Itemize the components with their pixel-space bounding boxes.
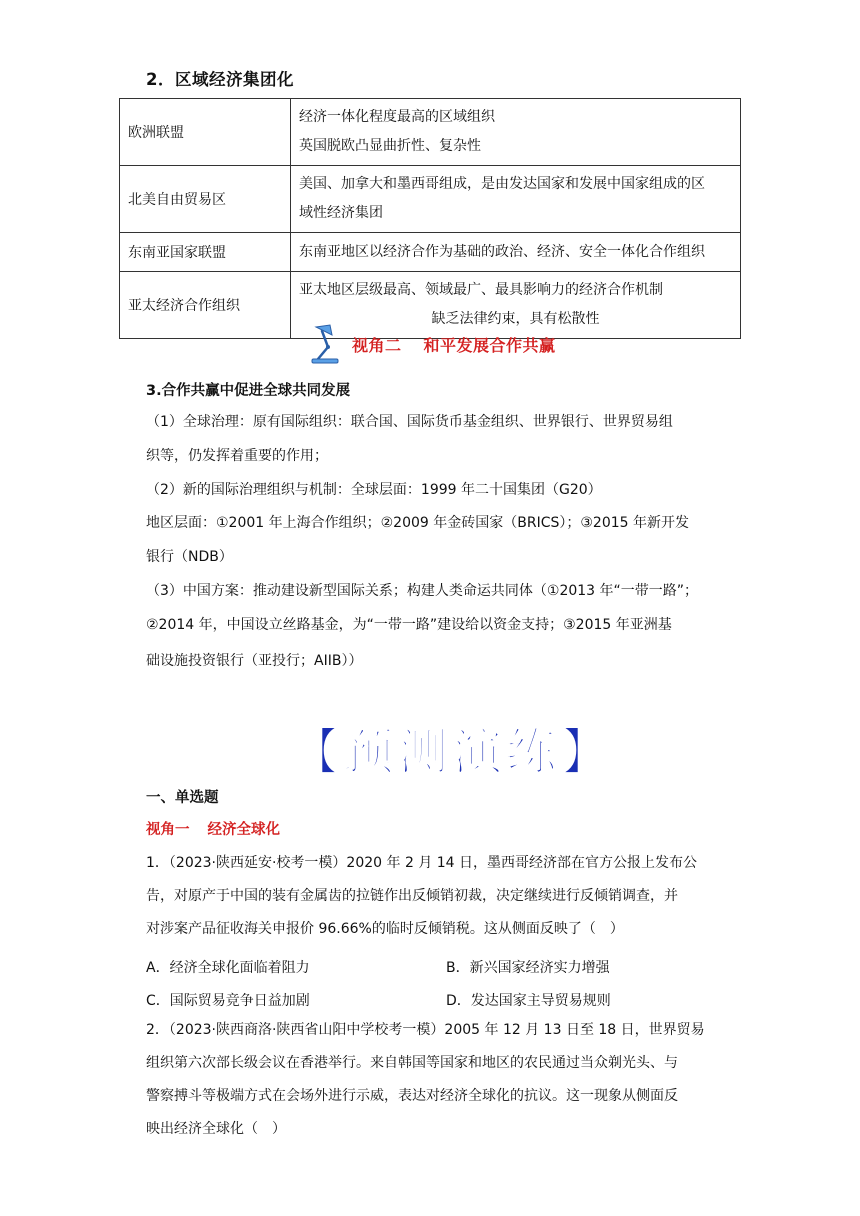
paragraph-line: 银行（NDB）	[146, 549, 233, 565]
table-row	[120, 233, 741, 272]
org-name: 欧洲联盟	[120, 99, 291, 166]
paragraph-line: 础设施投资银行（亚投行；AIIB））	[146, 653, 363, 669]
org-description	[291, 166, 741, 233]
question-line: 告，对原产于中国的装有金属齿的拉链作出反倾销初裁，决定继续进行反倾销调查，并	[146, 888, 678, 904]
option-c[interactable]: C．国际贸易竞争日益加剧	[146, 993, 310, 1009]
paragraph-line: （2）新的国际治理组织与机制：全球层面：1999 年二十国集团（G20）	[146, 482, 602, 498]
option-b[interactable]: B．新兴国家经济实力增强	[446, 960, 610, 976]
org-name: 亚太经济合作组织	[120, 272, 291, 339]
desc-line: 缺乏法律约束，具有松散性	[431, 311, 600, 327]
question-section-title: 一、单选题	[146, 790, 219, 806]
question-line: 组织第六次部长级会议在香港举行。来自韩国等国家和地区的农民通过当众剃光头、与	[146, 1055, 678, 1071]
option-a[interactable]: A．经济全球化面临着阻力	[146, 960, 310, 976]
section-title: 2．区域经济集团化	[146, 70, 294, 89]
table-row	[120, 99, 741, 166]
question-line: 警察搏斗等极端方式在会场外进行示威，表达对经济全球化的抗议。这一现象从侧面反	[146, 1088, 678, 1104]
view-one-heading	[146, 818, 280, 839]
paragraph-line: ②2014 年，中国设立丝路基金，为“一带一路”建设给以资金支持；③2015 年亚洲基	[146, 617, 672, 633]
question-line: 映出经济全球化（ ）	[146, 1121, 286, 1137]
desc-line: 英国脱欧凸显曲折性、复杂性	[299, 138, 481, 154]
question-line: 2．（2023·陕西商洛·陕西省山阳中学校考一模）2005 年 12 月 13 日至 18 日，世界贸易	[146, 1022, 705, 1038]
regional-organization-table	[119, 98, 741, 339]
subsection-heading: 3.合作共赢中促进全球共同发展	[146, 383, 351, 399]
org-description	[291, 99, 741, 166]
view-title-text	[352, 333, 556, 356]
desk-lamp-icon	[310, 323, 344, 365]
desc-line: 亚太地区层级最高、领域最广、最具影响力的经济合作机制	[299, 282, 663, 298]
table-row	[120, 166, 741, 233]
view-label: 视角一	[146, 822, 190, 838]
desc-line: 经济一体化程度最高的区域组织	[299, 109, 495, 125]
question-line: 对涉案产品征收海关申报价 96.66%的临时反倾销税。这从侧面反映了（ ）	[146, 921, 624, 937]
paragraph-line: 地区层面：①2001 年上海合作组织；②2009 年金砖国家（BRICS）；③2015 年新开发	[146, 515, 690, 531]
question-line: 1．（2023·陕西延安·校考一模）2020 年 2 月 14 日，墨西哥经济部在官方公报上发布公	[146, 855, 698, 871]
option-d[interactable]: D．发达国家主导贸易规则	[446, 993, 611, 1009]
view-label: 视角二	[352, 335, 402, 355]
desc-line: 美国、加拿大和墨西哥组成，是由发达国家和发展中国家组成的区	[299, 176, 705, 192]
view-topic: 经济全球化	[207, 822, 280, 838]
practice-banner: 【预测演练】	[290, 723, 614, 781]
paragraph-line: 织等，仍发挥着重要的作用；	[146, 448, 328, 464]
desc-line: 东南亚地区以经济合作为基础的政治、经济、安全一体化合作组织	[299, 243, 705, 260]
question-1	[146, 847, 726, 946]
org-description	[291, 233, 741, 272]
question-2	[146, 1014, 726, 1146]
desc-line: 域性经济集团	[299, 205, 383, 221]
view-heading	[310, 322, 556, 366]
org-name: 北美自由贸易区	[120, 166, 291, 233]
paragraph-line: （1）全球治理：原有国际组织：联合国、国际货币基金组织、世界银行、世界贸易组	[146, 414, 673, 430]
paragraph-line: （3）中国方案：推动建设新型国际关系；构建人类命运共同体（①2013 年“一带一路”；	[146, 583, 699, 599]
org-name: 东南亚国家联盟	[120, 233, 291, 272]
view-topic: 和平发展合作共赢	[423, 335, 556, 355]
